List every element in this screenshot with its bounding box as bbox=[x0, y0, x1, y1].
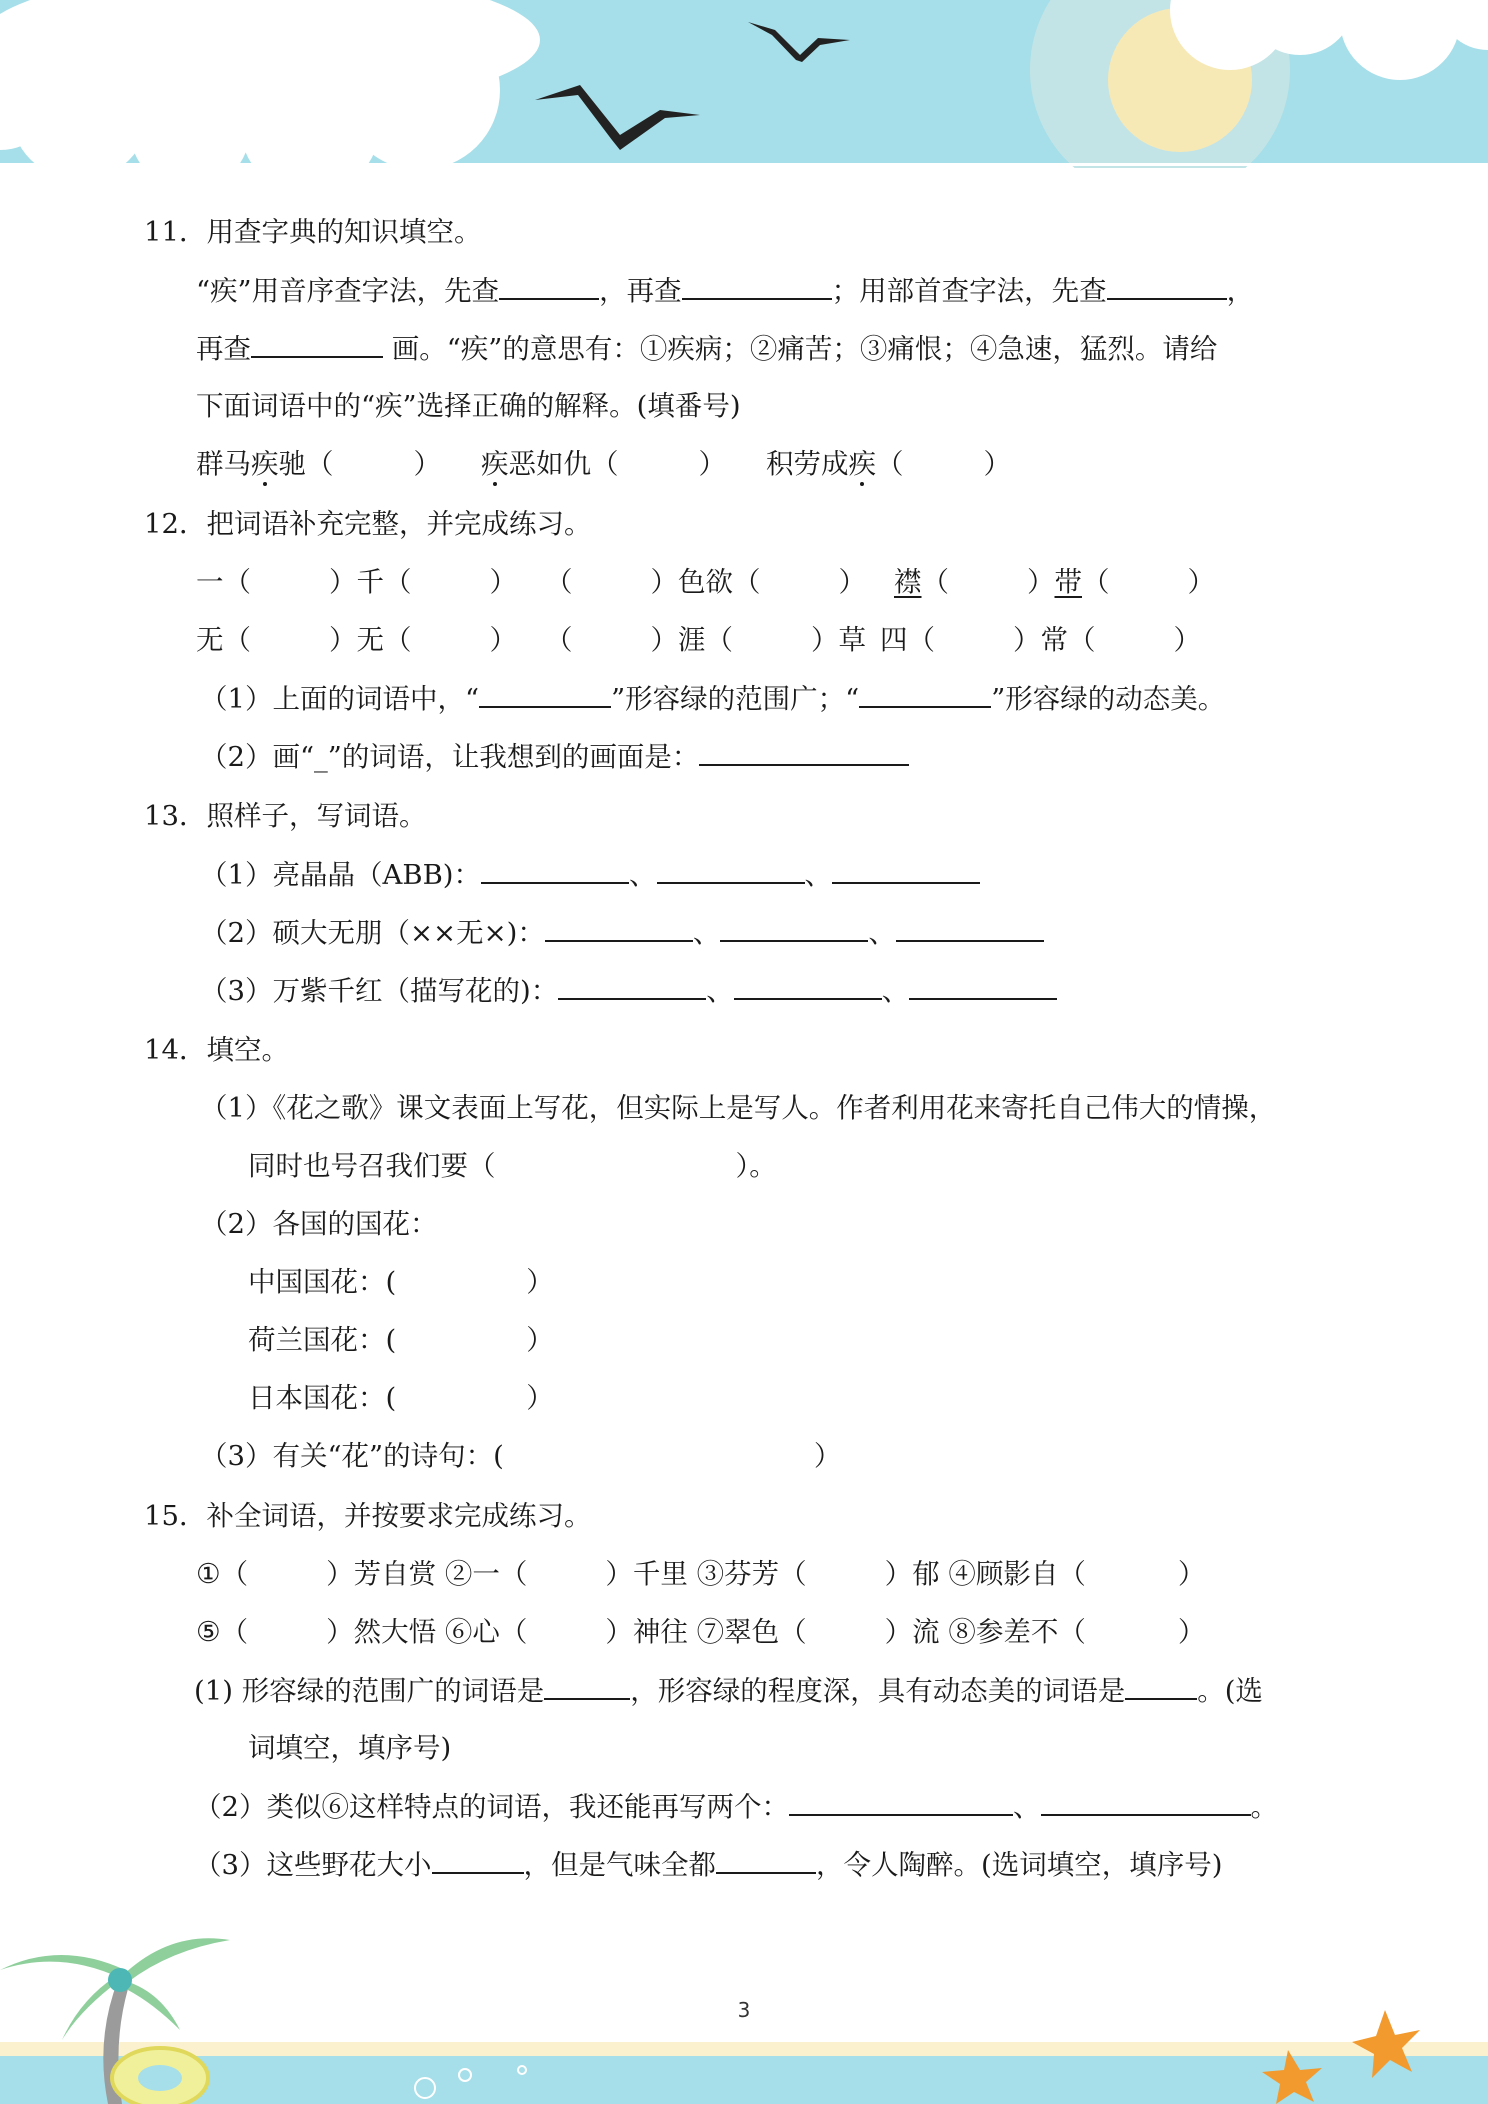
q15-blank[interactable] bbox=[1041, 1786, 1251, 1816]
q11-blank-3[interactable] bbox=[1107, 270, 1227, 300]
q13-blank[interactable] bbox=[720, 912, 868, 942]
footer-banner bbox=[0, 1900, 1488, 2104]
q15-sub1-cont: 词填空，填序号) bbox=[248, 1732, 452, 1764]
q14-china: 中国国花：( ） bbox=[248, 1266, 554, 1298]
q12-row1: 一（ ）千（ ） （ ）色欲（ ） 襟（ ）带（ ） bbox=[196, 566, 1215, 598]
q13-blank[interactable] bbox=[558, 970, 706, 1000]
q15-sub1: (1) 形容绿的范围广的词语是 ，形容绿的程度深，具有动态美的词语是 。(选 bbox=[194, 1670, 1263, 1711]
q11-blank-4[interactable] bbox=[251, 328, 383, 358]
q15-blank[interactable] bbox=[432, 1844, 524, 1874]
q11-blank-2[interactable] bbox=[682, 270, 832, 300]
q12-blank-3[interactable] bbox=[699, 736, 909, 766]
q13-blank[interactable] bbox=[909, 970, 1057, 1000]
q13-sub3: （3）万紫千红（描写花的)： 、 、 bbox=[200, 970, 1057, 1011]
q12-blank-2[interactable] bbox=[859, 678, 991, 708]
swim-ring-icon bbox=[112, 2048, 208, 2104]
q13-blank[interactable] bbox=[832, 854, 980, 884]
q11-words: 群马疾驰（ ） 疾恶如仇（ ） 积劳成疾（ ） bbox=[196, 448, 1011, 480]
q13-blank[interactable] bbox=[896, 912, 1044, 942]
q13-title: 13．照样子，写词语。 bbox=[144, 800, 427, 832]
q11-line3: 下面词语中的“疾”选择正确的解释。(填番号) bbox=[196, 390, 741, 422]
q12-row2: 无（ ）无（ ） （ ）涯（ ）草 四（ ）常（ ） bbox=[196, 624, 1201, 656]
q13-blank[interactable] bbox=[481, 854, 629, 884]
cloud-left-icon bbox=[0, 0, 540, 168]
q15-blank[interactable] bbox=[789, 1786, 1013, 1816]
q15-sub3: （3）这些野花大小 ，但是气味全都 ，令人陶醉。(选词填空，填序号) bbox=[194, 1844, 1222, 1885]
q13-blank[interactable] bbox=[734, 970, 882, 1000]
q12-blank-1[interactable] bbox=[479, 678, 611, 708]
q14-japan: 日本国花：( ） bbox=[248, 1382, 554, 1414]
q11-title: 11．用查字典的知识填空。 bbox=[144, 216, 482, 248]
q15-blank[interactable] bbox=[716, 1844, 816, 1874]
q11-blank-1[interactable] bbox=[499, 270, 599, 300]
header-banner bbox=[0, 0, 1488, 168]
q14-title: 14．填空。 bbox=[144, 1034, 289, 1066]
q13-blank[interactable] bbox=[545, 912, 693, 942]
q14-sub1: （1）《花之歌》课文表面上写花，但实际上是写人。作者利用花来寄托自己伟大的情操， bbox=[200, 1092, 1277, 1124]
q14-sub2: （2）各国的国花： bbox=[200, 1208, 438, 1240]
q14-sub1-cont: 同时也号召我们要（ ）。 bbox=[248, 1150, 777, 1182]
q12-sub1: （1）上面的词语中，“ ”形容绿的范围广；“ ”形容绿的动态美。 bbox=[200, 678, 1225, 719]
q15-sub2: （2）类似⑥这样特点的词语，我还能再写两个： 、 。 bbox=[194, 1786, 1278, 1827]
q12-title: 12．把词语补充完整，并完成练习。 bbox=[144, 508, 592, 540]
q13-sub2: （2）硕大无朋（××无×)： 、 、 bbox=[200, 912, 1044, 953]
q14-sub3: （3）有关“花”的诗句：( ） bbox=[200, 1440, 842, 1472]
q15-row1: ①（ ）芳自赏 ②一（ ）千里 ③芬芳（ ）郁 ④顾影自（ ） bbox=[196, 1558, 1206, 1590]
q11-line2: 再查 画。“疾”的意思有：①疾病；②痛苦；③痛恨；④急速，猛烈。请给 bbox=[196, 328, 1217, 369]
q13-sub1: （1）亮晶晶（ABB)： 、 、 bbox=[200, 854, 980, 895]
q15-blank[interactable] bbox=[544, 1670, 630, 1700]
q13-blank[interactable] bbox=[657, 854, 805, 884]
q12-sub2: （2）画“_”的词语，让我想到的画面是： bbox=[200, 736, 909, 777]
q11-line1: “疾”用音序查字法，先查 ，再查 ；用部首查字法，先查 ， bbox=[196, 270, 1254, 311]
page-number: 3 bbox=[737, 1998, 751, 2022]
q15-title: 15．补全词语，并按要求完成练习。 bbox=[144, 1500, 592, 1532]
q15-blank[interactable] bbox=[1125, 1670, 1197, 1700]
q14-netherlands: 荷兰国花：( ） bbox=[248, 1324, 554, 1356]
q15-row2: ⑤（ ）然大悟 ⑥心（ ）神往 ⑦翠色（ ）流 ⑧参差不（ ） bbox=[196, 1616, 1206, 1648]
